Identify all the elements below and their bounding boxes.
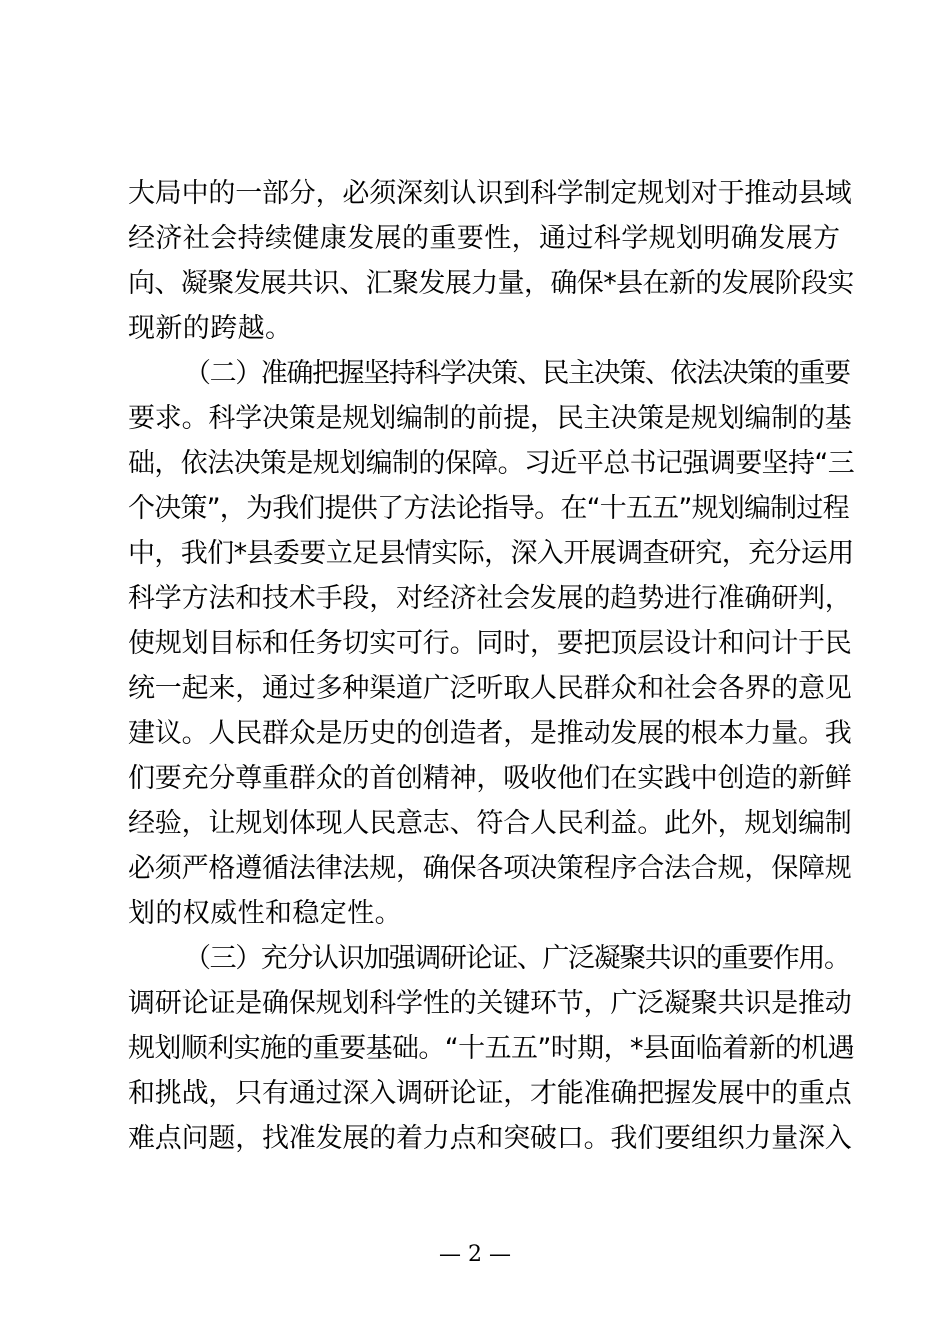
text-line: 调研论证是确保规划科学性的关键环节，广泛凝聚共识是推动	[128, 988, 852, 1019]
page-number: — 2 —	[439, 1242, 511, 1267]
text-line: 统一起来，通过多种渠道广泛听取人民群众和社会各界的意见	[128, 673, 852, 704]
text-line: 中，我们*县委要立足县情实际，深入开展调查研究，充分运用	[128, 538, 854, 569]
text-line: 个决策”，为我们提供了方法论指导。在“十五五”规划编制过程	[128, 493, 849, 524]
text-line: 难点问题，找准发展的着力点和突破口。我们要组织力量深入	[128, 1123, 852, 1154]
text-line: 向、凝聚发展共识、汇聚发展力量，确保*县在新的发展阶段实	[128, 268, 854, 299]
text-line: 经验，让规划体现人民意志、符合人民利益。此外，规划编制	[128, 808, 852, 839]
text-line: 科学方法和技术手段，对经济社会发展的趋势进行准确研判，	[128, 583, 852, 614]
text-line: 规划顺利实施的重要基础。“十五五”时期，*县面临着新的机遇	[128, 1033, 855, 1064]
section-heading-2: （二）准确把握坚持科学决策、民主决策、依法决策的重要	[184, 358, 850, 389]
text-line: 础，依法决策是规划编制的保障。习近平总书记强调要坚持“三	[128, 448, 855, 479]
section-heading-3: （三）充分认识加强调研论证、广泛凝聚共识的重要作用。	[184, 943, 850, 974]
text-line: 使规划目标和任务切实可行。同时，要把顶层设计和问计于民	[128, 628, 852, 659]
text-line: 现新的跨越。	[128, 313, 293, 344]
text-line: 建议。人民群众是历史的创造者，是推动发展的根本力量。我	[128, 718, 852, 749]
text-line: 们要充分尊重群众的首创精神，吸收他们在实践中创造的新鲜	[128, 763, 852, 794]
text-line: 划的权威性和稳定性。	[128, 898, 402, 929]
text-line: 经济社会持续健康发展的重要性，通过科学规划明确发展方	[128, 223, 841, 254]
text-line: 要求。科学决策是规划编制的前提，民主决策是规划编制的基	[128, 403, 852, 434]
text-line: 和挑战，只有通过深入调研论证，才能准确把握发展中的重点	[128, 1078, 852, 1109]
text-line: 必须严格遵循法律法规，确保各项决策程序合法合规，保障规	[128, 853, 852, 884]
text-line: 大局中的一部分，必须深刻认识到科学制定规划对于推动县域	[128, 178, 852, 209]
